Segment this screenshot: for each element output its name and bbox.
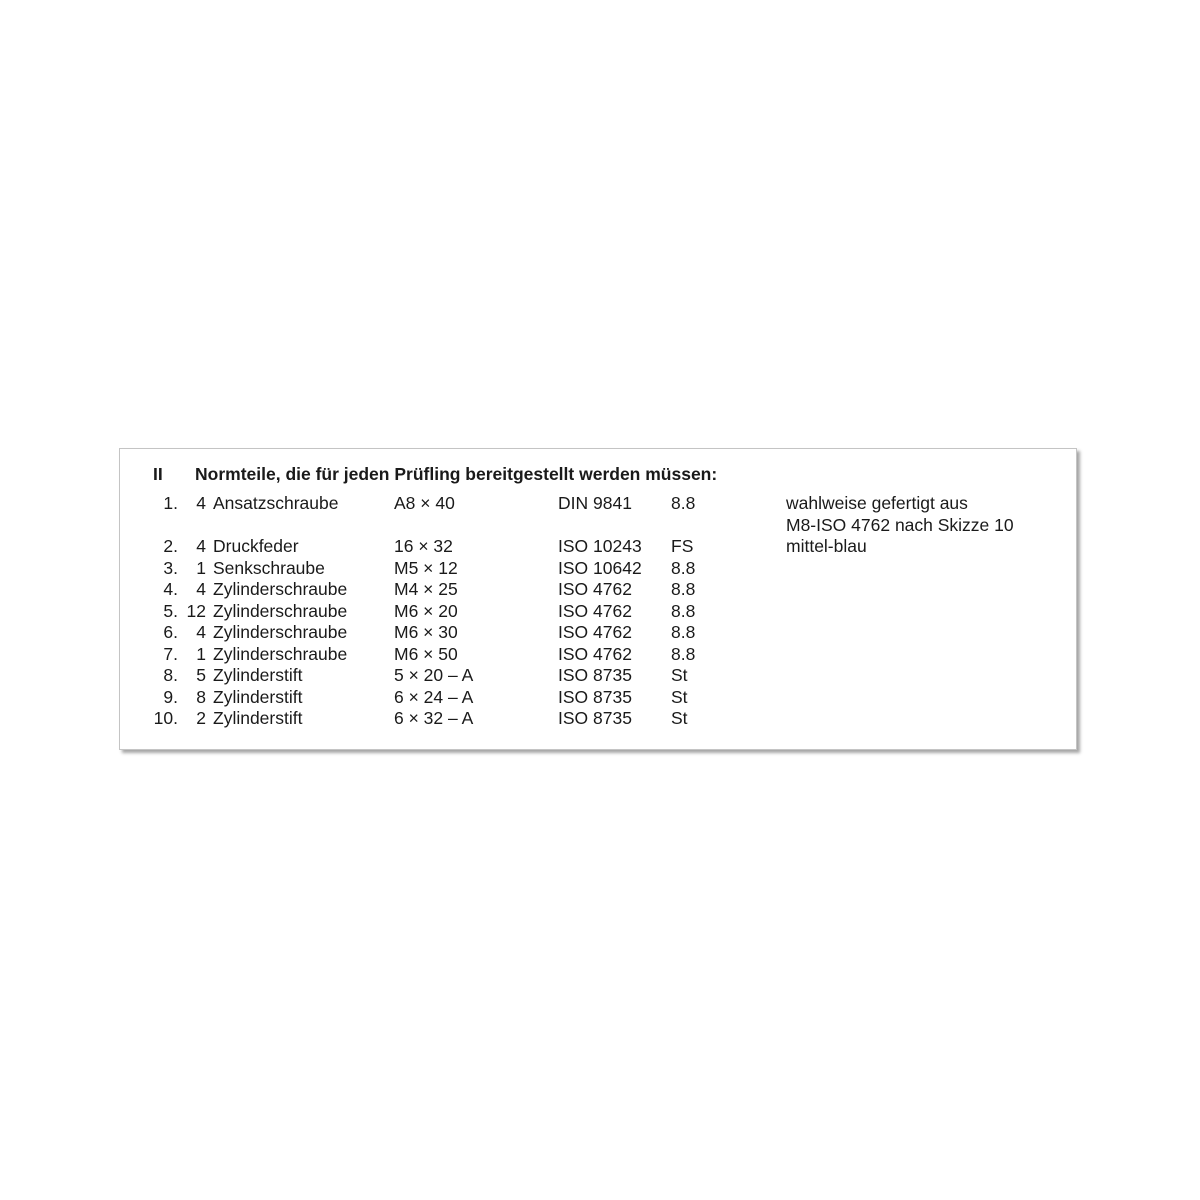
row-number: 2.: [163, 536, 178, 556]
table-row: [120, 622, 1076, 644]
row-dimension: M6 × 30: [394, 622, 458, 642]
row-norm: ISO 8735: [558, 708, 632, 728]
row-material: 8.8: [671, 622, 696, 642]
row-number: 1.: [163, 493, 178, 513]
row-material: 8.8: [671, 579, 696, 599]
row-name: Zylinderstift: [213, 708, 303, 728]
row-name: Ansatzschraube: [213, 493, 339, 513]
row-name: Zylinderschraube: [213, 600, 348, 621]
section-title: Normteile, die für jeden Prüfling bereitgestellt werden müssen:: [195, 464, 718, 484]
row-name: Zylinderschraube: [213, 579, 348, 599]
row-quantity: 8: [196, 686, 206, 707]
row-quantity: 4: [196, 622, 206, 642]
table-row: [120, 579, 1076, 601]
row-dimension: M4 × 25: [394, 579, 458, 599]
row-material: 8.8: [671, 493, 696, 513]
table-row: [120, 644, 1076, 666]
row-material: FS: [671, 536, 694, 556]
row-norm: ISO 4762: [558, 579, 632, 599]
row-dimension: 6 × 32 – A: [394, 708, 474, 728]
row-dimension: 6 × 24 – A: [394, 686, 474, 707]
row-norm: ISO 8735: [558, 686, 632, 707]
row-material: 8.8: [671, 600, 696, 621]
row-material: St: [671, 686, 688, 707]
row-quantity: 1: [196, 557, 206, 578]
row-quantity: 4: [196, 493, 206, 513]
section-heading: [120, 462, 1076, 486]
row-norm: ISO 8735: [558, 665, 632, 685]
row-quantity: 4: [196, 579, 206, 599]
table-row: [120, 665, 1076, 687]
table-row: [120, 558, 1076, 580]
row-number: 7.: [163, 643, 178, 664]
row-quantity: 12: [186, 600, 206, 621]
row-quantity: 4: [196, 536, 206, 556]
row-dimension: A8 × 40: [394, 493, 455, 513]
row-name: Druckfeder: [213, 536, 299, 556]
section-number: II: [153, 464, 163, 484]
row-number: 3.: [163, 557, 178, 578]
row-quantity: 5: [196, 665, 206, 685]
row-number: 9.: [163, 686, 178, 707]
table-row: [120, 601, 1076, 623]
row-dimension: M6 × 20: [394, 600, 458, 621]
row-name: Zylinderschraube: [213, 643, 348, 664]
row-norm: DIN 9841: [558, 493, 632, 513]
row-name: Zylinderschraube: [213, 622, 348, 642]
row-dimension: 5 × 20 – A: [394, 665, 474, 685]
row-name: Zylinderstift: [213, 665, 303, 685]
remark-line: mittel-blau: [786, 536, 867, 556]
remark-line: M8-ISO 4762 nach Skizze 10: [786, 514, 1014, 535]
row-material: St: [671, 665, 688, 685]
row-norm: ISO 4762: [558, 600, 632, 621]
row-material: 8.8: [671, 557, 696, 578]
row-name: Zylinderstift: [213, 686, 303, 707]
row-quantity: 1: [196, 643, 206, 664]
row-dimension: 16 × 32: [394, 536, 453, 556]
table-row: [120, 687, 1076, 709]
row-number: 8.: [163, 665, 178, 685]
remark-line: wahlweise gefertigt aus: [786, 493, 968, 513]
row-dimension: M6 × 50: [394, 643, 458, 664]
parts-list-card: [119, 448, 1077, 750]
row-norm: ISO 10642: [558, 557, 642, 578]
row-number: 5.: [163, 600, 178, 621]
row-quantity: 2: [196, 708, 206, 728]
row-number: 6.: [163, 622, 178, 642]
row-norm: ISO 4762: [558, 622, 632, 642]
row-norm: ISO 4762: [558, 643, 632, 664]
row-norm: ISO 10243: [558, 536, 642, 556]
table-row: [120, 708, 1076, 730]
row-remark: [786, 493, 1014, 558]
row-dimension: M5 × 12: [394, 557, 458, 578]
row-name: Senkschraube: [213, 557, 325, 578]
row-number: 10.: [153, 708, 178, 728]
row-material: St: [671, 708, 688, 728]
row-number: 4.: [163, 579, 178, 599]
row-material: 8.8: [671, 643, 696, 664]
